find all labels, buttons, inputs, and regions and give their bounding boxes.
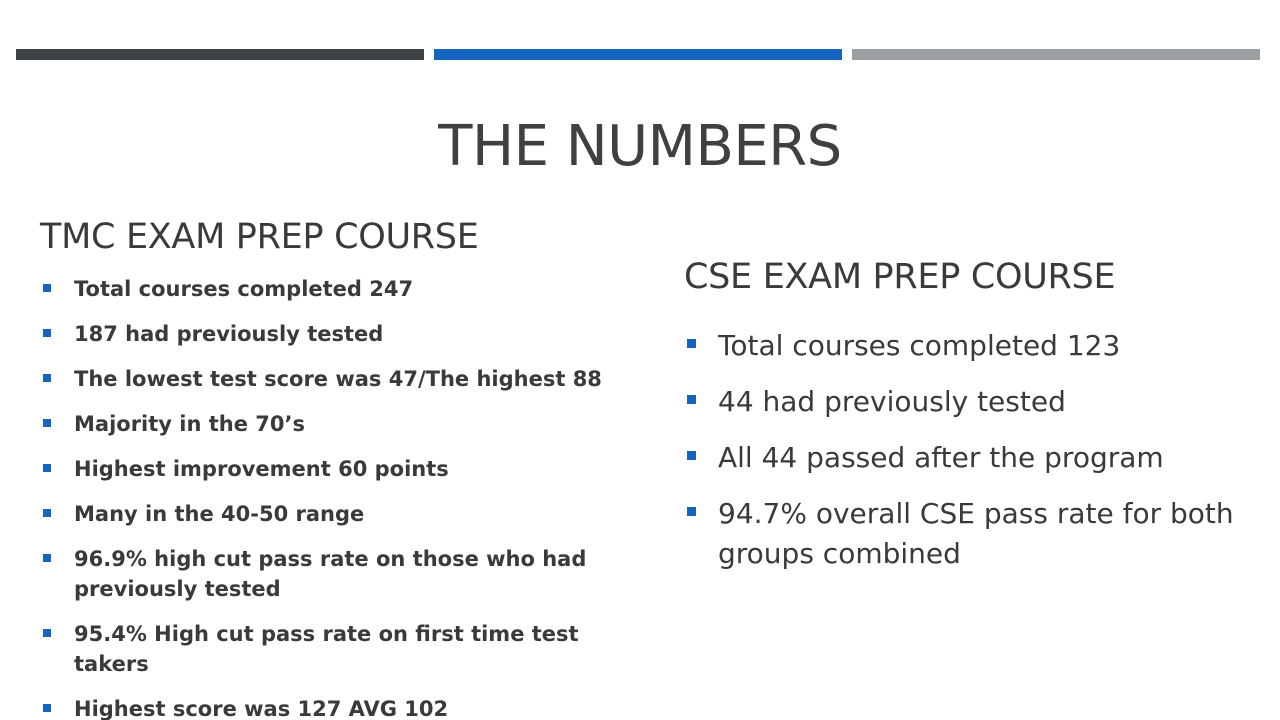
tmc-item-text: The lowest test score was 47/The highest 88 [74, 367, 602, 391]
bullet-square-icon [43, 284, 51, 292]
slide-title: THE NUMBERS [438, 114, 842, 179]
tmc-item-text: Majority in the 70’s [74, 412, 305, 436]
tmc-list-item [40, 409, 620, 439]
tmc-list-item [40, 364, 620, 394]
bullet-square-icon [43, 554, 51, 562]
bullet-square-icon [43, 329, 51, 337]
tmc-column [40, 212, 620, 720]
tmc-item-text: 96.9% high cut pass rate on those who had previously tested [74, 547, 587, 601]
cse-item-text: 44 had previously tested [718, 385, 1066, 418]
tmc-heading: TMC EXAM PREP COURSE [40, 217, 479, 257]
tmc-item-text: 95.4% High cut pass rate on first time test takers [74, 622, 579, 676]
cse-list-item [684, 438, 1254, 478]
tmc-item-text: Total courses completed 247 [74, 277, 414, 301]
bullet-square-icon [687, 395, 696, 404]
tmc-item-text: Highest score was 127 AVG 102 [74, 697, 449, 720]
accent-bar-gray [852, 49, 1260, 60]
bullet-square-icon [687, 339, 696, 348]
bullet-square-icon [43, 374, 51, 382]
tmc-item-text: 187 had previously tested [74, 322, 384, 346]
cse-item-text: All 44 passed after the program [718, 441, 1164, 474]
accent-bar-blue [434, 49, 842, 60]
tmc-list-item [40, 619, 620, 679]
cse-list-item [684, 382, 1254, 422]
cse-list-item [684, 494, 1254, 574]
tmc-list-item [40, 454, 620, 484]
tmc-item-text: Many in the 40-50 range [74, 502, 365, 526]
bullet-square-icon [43, 464, 51, 472]
tmc-list [40, 274, 620, 720]
tmc-list-item [40, 274, 620, 304]
cse-list-item [684, 326, 1254, 366]
cse-list [684, 326, 1254, 574]
tmc-list-item [40, 694, 620, 720]
bullet-square-icon [43, 629, 51, 637]
bullet-square-icon [687, 507, 696, 516]
accent-bar-dark [16, 49, 424, 60]
bullet-square-icon [43, 419, 51, 427]
cse-heading: CSE EXAM PREP COURSE [684, 257, 1116, 297]
cse-item-text: 94.7% overall CSE pass rate for both groups combined [718, 497, 1234, 570]
bullet-square-icon [687, 451, 696, 460]
tmc-list-item [40, 544, 620, 604]
cse-column [684, 252, 1254, 590]
tmc-list-item [40, 499, 620, 529]
tmc-list-item [40, 319, 620, 349]
tmc-item-text: Highest improvement 60 points [74, 457, 449, 481]
bullet-square-icon [43, 704, 51, 712]
bullet-square-icon [43, 509, 51, 517]
cse-item-text: Total courses completed 123 [718, 329, 1121, 362]
